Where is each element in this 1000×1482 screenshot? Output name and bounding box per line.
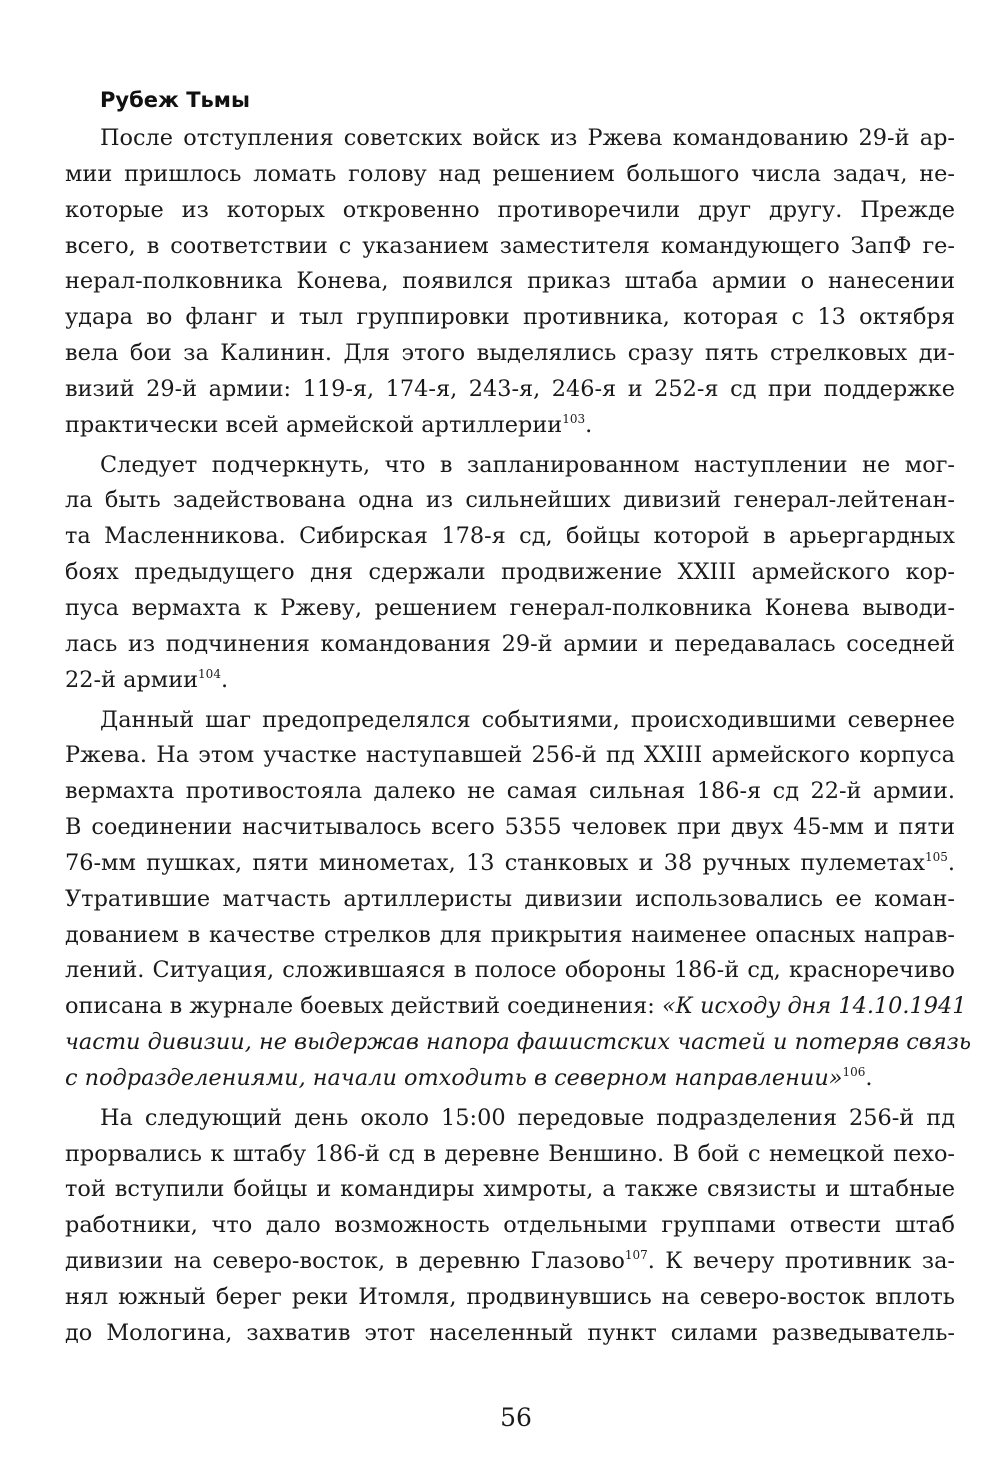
text-line [65, 1244, 955, 1280]
text-line [65, 1316, 955, 1352]
line-text: . [585, 411, 593, 438]
text-line [65, 300, 955, 336]
text-line [65, 1025, 972, 1061]
text-line [65, 738, 955, 774]
text-line [65, 703, 955, 739]
section-heading: Рубеж Тьмы [100, 88, 250, 112]
paragraph [65, 121, 955, 444]
line-text: Утратившие матчасть артиллеристы дивизии использовались ее коман- [65, 885, 955, 912]
text-line [65, 372, 955, 408]
line-text: до Мологина, захватив этот населенный пункт силами разведыватель- [65, 1319, 955, 1346]
line-text: На следующий день около 15:00 передовые подразделения 256-й пд [100, 1104, 955, 1131]
text-line [65, 810, 955, 846]
text-line [65, 918, 955, 954]
text-line [65, 193, 955, 229]
line-text: 76-мм пушках, пяти минометах, 13 станковых и 38 ручных пулеметах [65, 849, 925, 876]
text-line [65, 121, 955, 157]
line-text: описана в журнале боевых действий соединения: [65, 993, 662, 1020]
footnote-ref: 104 [198, 666, 221, 681]
line-text: нерал-полковника Конева, появился приказ штаба армии о нанесении [65, 268, 955, 295]
body-text [65, 121, 972, 1356]
text-line [65, 989, 967, 1025]
text-line [65, 774, 955, 810]
line-text: . [947, 849, 955, 876]
text-line [65, 157, 955, 193]
footnote-ref: 105 [924, 849, 948, 864]
line-text: вела бои за Калинин. Для этого выделялись сразу пять стрелковых ди- [65, 340, 955, 367]
line-text: лений. Ситуация, сложившаяся в полосе обороны 186-й сд, красноречиво [65, 957, 955, 984]
line-text: дованием в качестве стрелков для прикрытия наименее опасных направ- [65, 921, 955, 948]
text-line [65, 1061, 955, 1097]
line-text: пуса вермахта к Ржеву, решением генерал-полковника Конева выводи- [65, 594, 955, 621]
paragraph [65, 448, 955, 699]
line-text: . К вечеру противник за- [647, 1248, 955, 1275]
paragraph [65, 703, 972, 1097]
text-line [65, 953, 955, 989]
line-text: дивизии на северо-восток, в деревню Глазово [65, 1248, 625, 1275]
line-text: Следует подчеркнуть, что в запланированном наступлении не мог- [100, 451, 955, 478]
line-text: прорвались к штабу 186-й сд в деревне Веншино. В бой с немецкой пехо- [65, 1140, 955, 1167]
text-line [65, 448, 955, 484]
text-line [65, 229, 955, 265]
quote-text: с подразделениями, начали отходить в северном направлении» [65, 1064, 843, 1091]
text-line [65, 1280, 955, 1316]
footnote-ref: 107 [624, 1248, 648, 1263]
line-text: мии пришлось ломать голову над решением большого числа задач, не- [65, 160, 955, 187]
paragraph [65, 1101, 955, 1352]
line-text: лась из подчинения командования 29-й армии и передавалась соседней [65, 630, 955, 657]
text-line [65, 483, 955, 519]
text-line [65, 1101, 955, 1137]
line-text: визий 29-й армии: 119-я, 174-я, 243-я, 246-я и 252-я сд при поддержке [65, 375, 955, 402]
text-line [65, 555, 955, 591]
page-number: 56 [500, 1403, 532, 1432]
text-line [65, 264, 955, 300]
text-line [65, 1137, 955, 1173]
line-text: всего, в соответствии с указанием заместителя командующего ЗапФ ге- [65, 232, 955, 259]
line-text: После отступления советских войск из Ржева командованию 29-й ар- [100, 125, 955, 151]
line-text: вермахта противостояла далеко не самая сильная 186-я сд 22-й армии. [65, 778, 955, 805]
footnote-ref: 103 [562, 411, 586, 426]
text-line [65, 1172, 955, 1208]
line-text: Данный шаг предопределялся событиями, происходившими севернее [100, 706, 955, 733]
text-line [65, 663, 955, 699]
line-text: которые из которых откровенно противоречили друг другу. Прежде [65, 196, 955, 223]
line-text: работники, что дало возможность отдельными группами отвести штаб [65, 1212, 955, 1239]
text-line [65, 627, 955, 663]
footnote-ref: 106 [842, 1064, 866, 1079]
text-line [65, 1208, 955, 1244]
text-line [65, 519, 955, 555]
line-text: В соединении насчитывалось всего 5355 человек при двух 45-мм и пяти [65, 814, 955, 841]
line-text: практически всей армейской артиллерии [65, 411, 563, 438]
line-text: 22-й армии [65, 666, 199, 693]
line-text: удара во фланг и тыл группировки противника, которая с 13 октября [65, 304, 955, 331]
line-text: ла быть задействована одна из сильнейших дивизий генерал-лейтенан- [65, 487, 955, 514]
line-text: . [220, 666, 229, 693]
text-line [65, 336, 955, 372]
line-text: той вступили бойцы и командиры химроты, а также связисты и штабные [65, 1176, 955, 1203]
line-text: Ржева. На этом участке наступавшей 256-й пд XXIII армейского корпуса [65, 742, 955, 769]
quote-text: «К исходу дня 14.10.1941 [661, 993, 967, 1020]
text-line [65, 591, 955, 627]
line-text: боях предыдущего дня сдержали продвижение XXIII армейского кор- [65, 559, 955, 586]
text-line [65, 408, 955, 444]
text-line [65, 846, 955, 882]
line-text: та Масленникова. Сибирская 178-я сд, бойцы которой в арьергардных [65, 523, 955, 550]
line-text: нял южный берег реки Итомля, продвинувшись на северо-восток вплоть [65, 1284, 955, 1310]
text-line [65, 882, 955, 918]
quote-text: части дивизии, не выдержав напора фашистских частей и потеряв связь [65, 1029, 972, 1056]
line-text: . [865, 1064, 873, 1091]
